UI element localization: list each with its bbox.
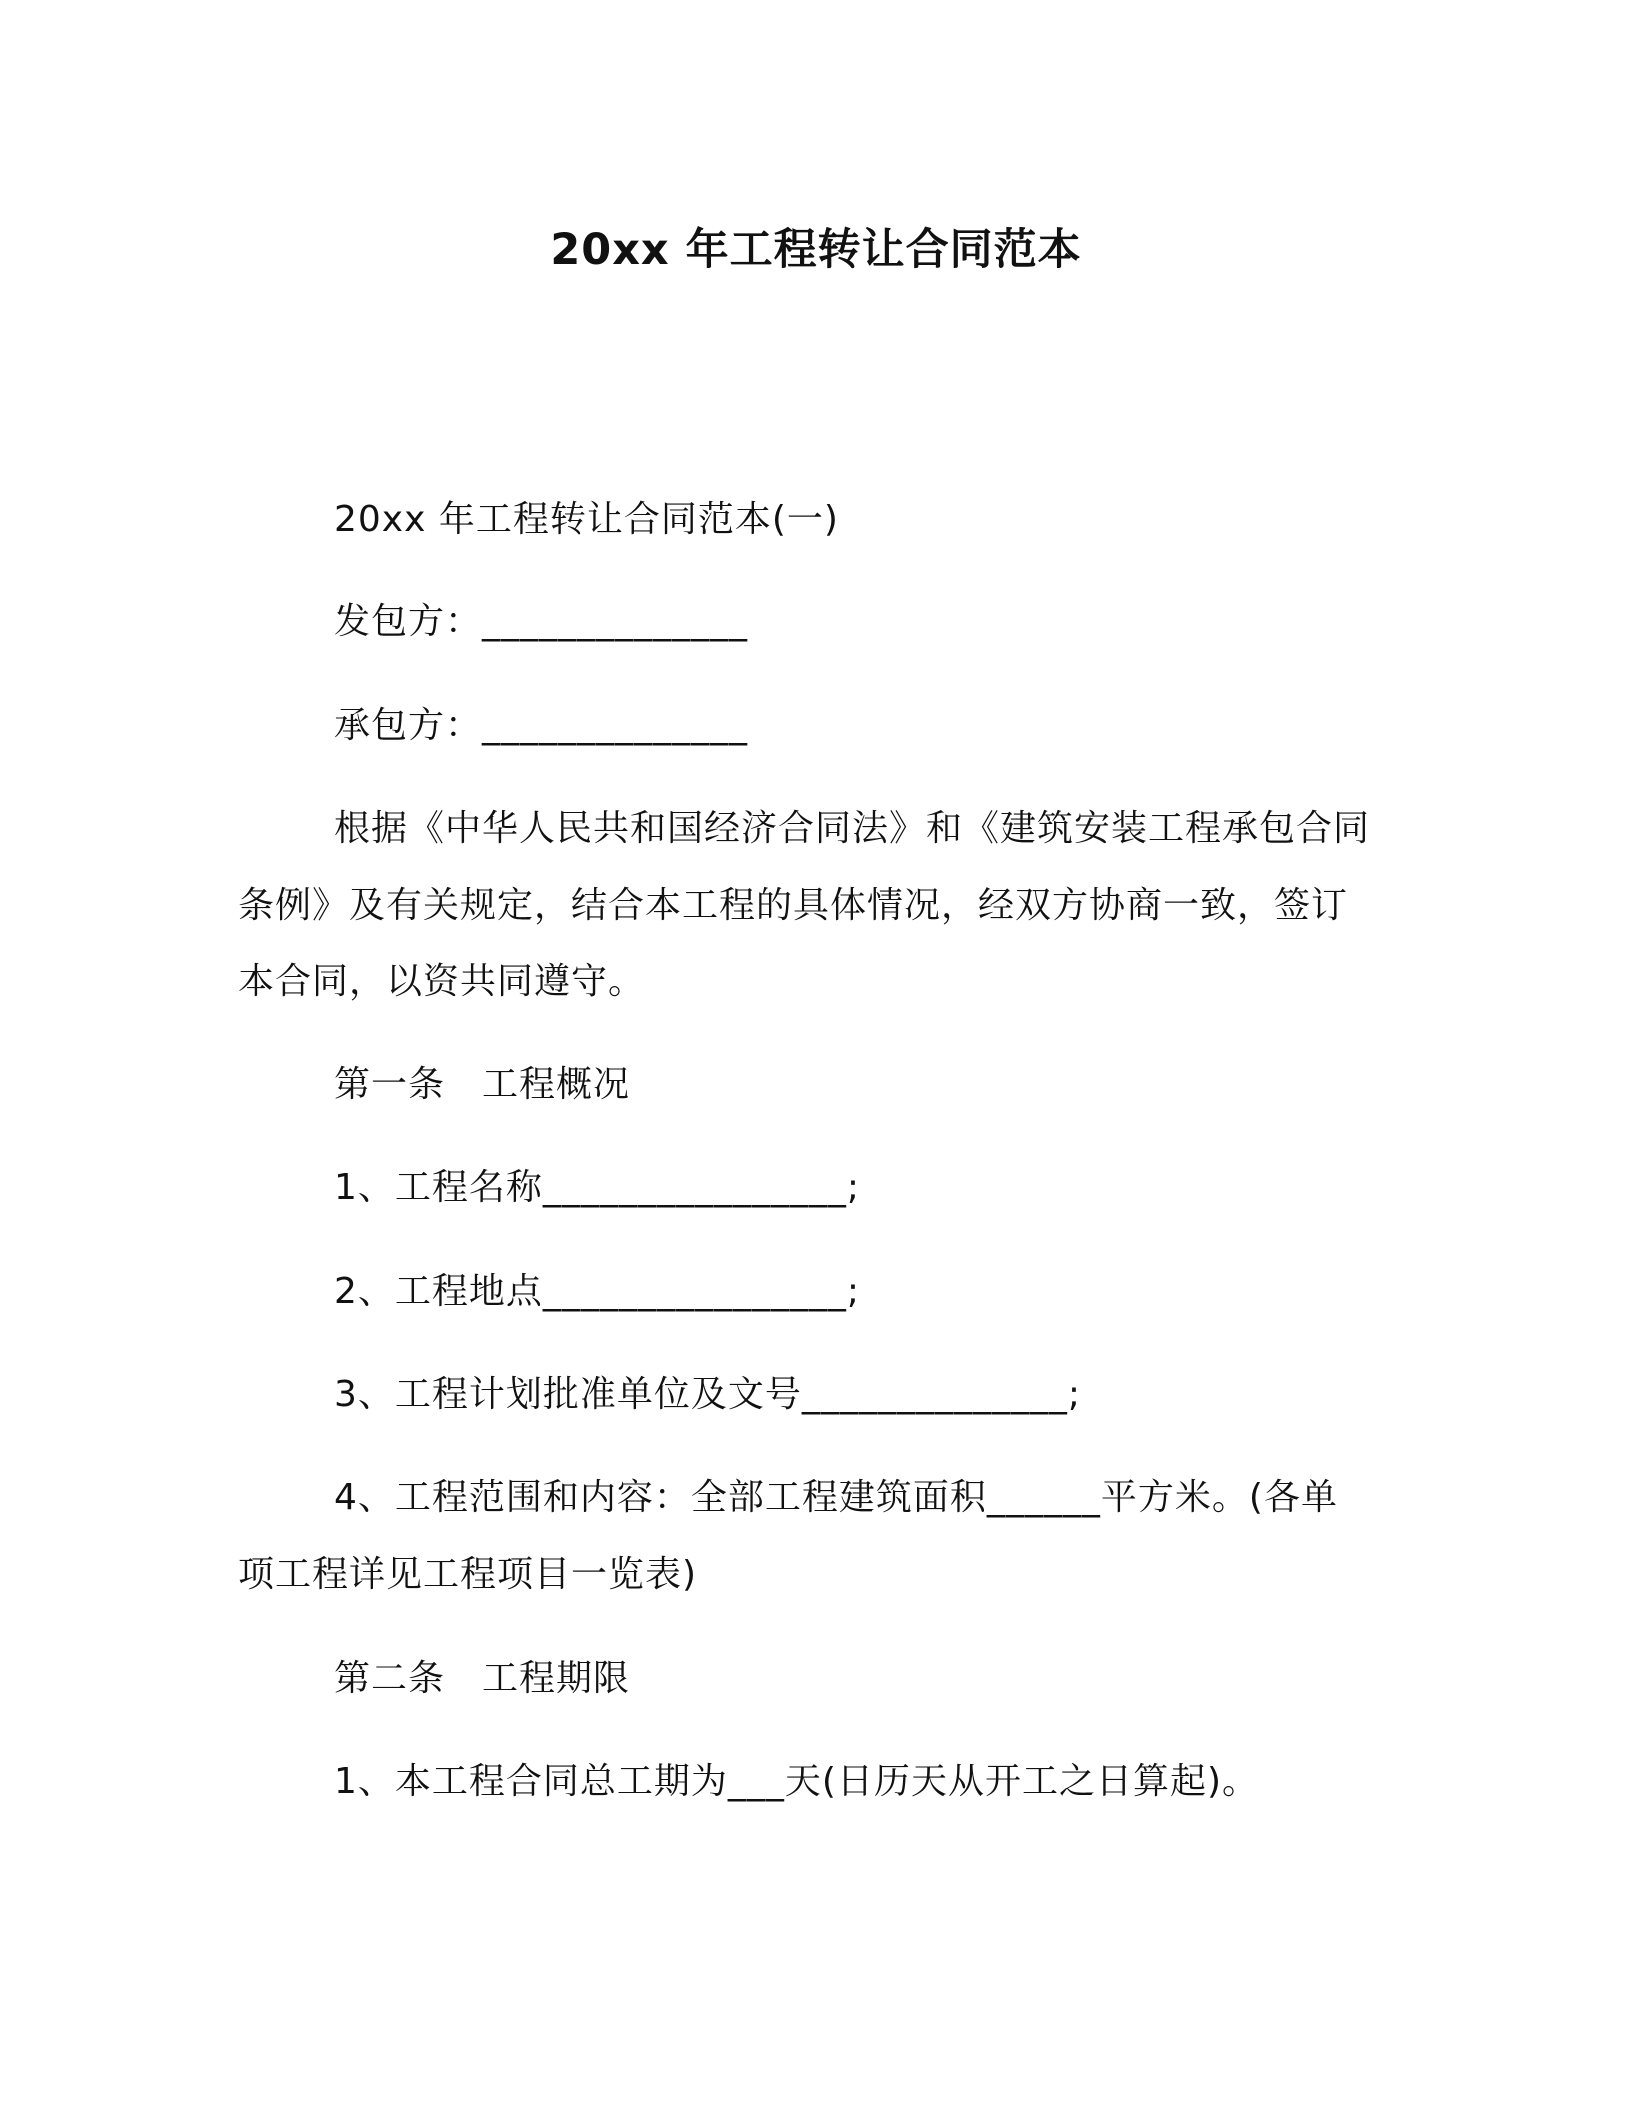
document-title: 20xx 年工程转让合同范本: [550, 225, 1082, 275]
article-1-item-3: 3、工程计划批准单位及文号______________;: [334, 1374, 1082, 1415]
preamble-line-3: 本合同，以资共同遵守。: [238, 961, 646, 1002]
preamble-line-2: 条例》及有关规定，结合本工程的具体情况，经双方协商一致，签订: [238, 885, 1349, 926]
article-1-item-1: 1、工程名称________________;: [334, 1167, 861, 1208]
article-2-item-1: 1、本工程合同总工期为___天(日历天从开工之日算起)。: [334, 1761, 1259, 1802]
article-1-item-4-line-2: 项工程详见工程项目一览表): [238, 1554, 698, 1595]
article-1-item-2: 2、工程地点________________;: [334, 1271, 861, 1312]
article-1-item-4-line-1: 4、工程范围和内容：全部工程建筑面积______平方米。(各单: [334, 1477, 1338, 1518]
contract-subtitle: 20xx 年工程转让合同范本(一): [334, 499, 839, 540]
preamble-line-1: 根据《中华人民共和国经济合同法》和《建筑安装工程承包合同: [334, 808, 1371, 849]
contractor-field: 承包方：______________: [334, 705, 749, 746]
article-1-heading: 第一条 工程概况: [334, 1064, 631, 1105]
employer-field: 发包方：______________: [334, 601, 749, 642]
article-2-heading: 第二条 工程期限: [334, 1658, 631, 1699]
